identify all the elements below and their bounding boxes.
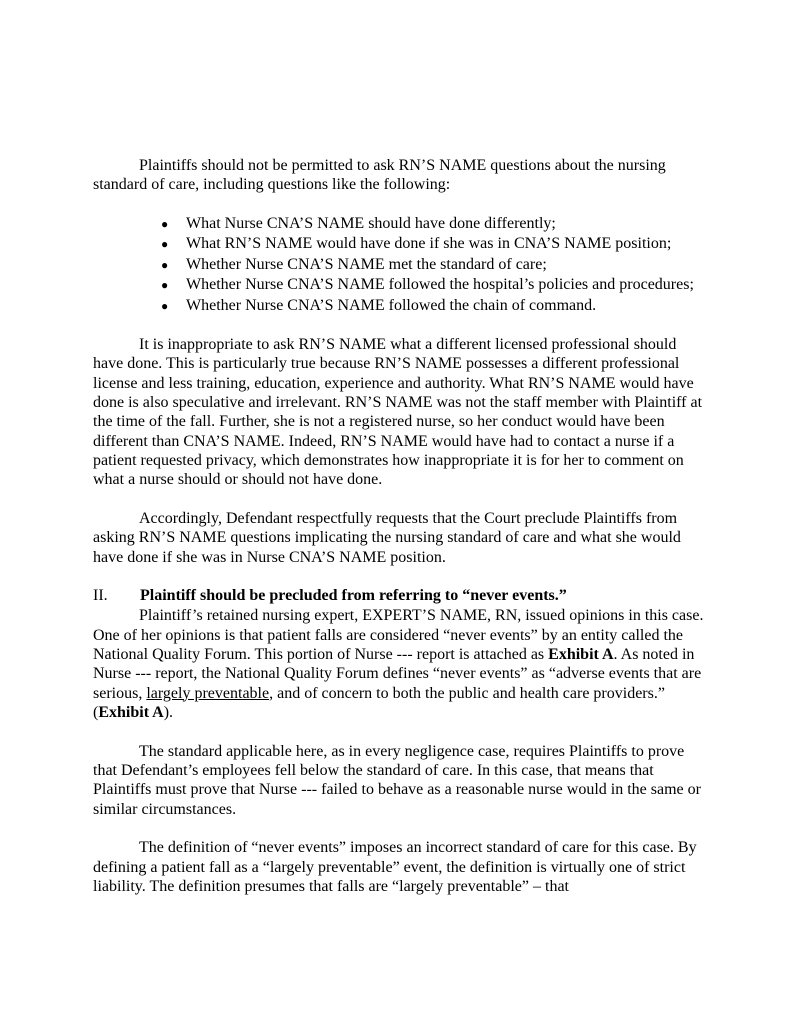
bullet-icon: ●	[161, 257, 169, 272]
section-title: Plaintiff should be precluded from referring to “never events.”	[140, 587, 567, 605]
expert-paragraph	[93, 606, 705, 722]
list-item-text: Whether Nurse CNA’S NAME followed the chain of command.	[186, 296, 597, 314]
list-item	[93, 214, 705, 235]
list-item	[93, 234, 705, 255]
question-list	[93, 214, 705, 317]
intro-paragraph: Plaintiffs should not be permitted to ask RN’S NAME questions about the nursing standard of care, including questions like the following:	[93, 157, 666, 194]
inappropriate-paragraph: It is inappropriate to ask RN’S NAME what a different licensed professional should have done. This is particularly true because RN’S NAME possesses a different professional license and less training, education, experience and authority. What RN’S NAME would have done is also speculative and irrelevant. RN’S NAME was not the staff member with Plaintiff at the time of the fall. Further, she is not a registered nurse, so her conduct would have been different than CNA’S NAME. Indeed, RN’S NAME would have had to contact a nurse if a patient requested privacy, which demonstrates how inappropriate it is for her to comment on what a nurse should or should not have done.	[93, 336, 703, 489]
list-item-text: Whether Nurse CNA’S NAME met the standard of care;	[186, 255, 547, 273]
expert-text-4: ).	[163, 703, 174, 721]
definition-paragraph: The definition of “never events” imposes an incorrect standard of care for this case. By defining a patient fall as a “largely preventable” event, the definition is virtually one of strict liability. The definition presumes that falls are “largely preventable” – that	[93, 839, 697, 895]
section-heading	[93, 586, 705, 606]
expert-text-1: Plaintiff’s retained nursing expert, EXPERT’S NAME, RN, issued opinions in this case. One of her opinions is that patient falls are considered “never events” by an entity called the National Quality Forum. This portion of Nurse --- report is attached as	[93, 607, 704, 663]
list-item	[93, 255, 705, 276]
list-item-text: Whether Nurse CNA’S NAME followed the hospital’s policies and procedures;	[186, 276, 694, 294]
bullet-icon: ●	[161, 298, 169, 313]
paragraph-spacer	[93, 567, 705, 587]
paragraph-spacer	[93, 819, 705, 839]
list-item	[93, 296, 705, 317]
standard-paragraph: The standard applicable here, as in every negligence case, requires Plaintiffs to prove that Defendant’s employees fell below the standard of care. In this case, that means that Plaintiffs must prove that Nurse --- failed to behave as a reasonable nurse would in the same or similar circumstances.	[93, 742, 701, 818]
list-item-text: What RN’S NAME would have done if she was in CNA’S NAME position;	[186, 235, 672, 253]
paragraph-spacer	[93, 722, 705, 742]
document-page	[93, 156, 705, 896]
exhibit-reference: Exhibit A	[548, 645, 614, 663]
expert-text-3: , and of concern to both the public and health care providers.” (	[93, 684, 665, 721]
bullet-icon: ●	[161, 237, 169, 252]
exhibit-reference: Exhibit A	[98, 703, 164, 721]
accordingly-paragraph: Accordingly, Defendant respectfully requests that the Court preclude Plaintiffs from asking RN’S NAME questions implicating the nursing standard of care and what she would have done if she was in Nurse CNA’S NAME position.	[93, 509, 681, 566]
bullet-icon: ●	[161, 216, 169, 231]
bullet-icon: ●	[161, 278, 169, 293]
expert-text-2: . As noted in Nurse --- report, the National Quality Forum defines “never events” as “adverse events that are serious,	[93, 645, 702, 702]
paragraph-spacer	[93, 489, 705, 509]
underlined-phrase: largely preventable	[146, 684, 270, 702]
list-item	[93, 275, 705, 296]
section-number: II.	[93, 587, 108, 605]
list-item-text: What Nurse CNA’S NAME should have done differently;	[186, 214, 556, 232]
